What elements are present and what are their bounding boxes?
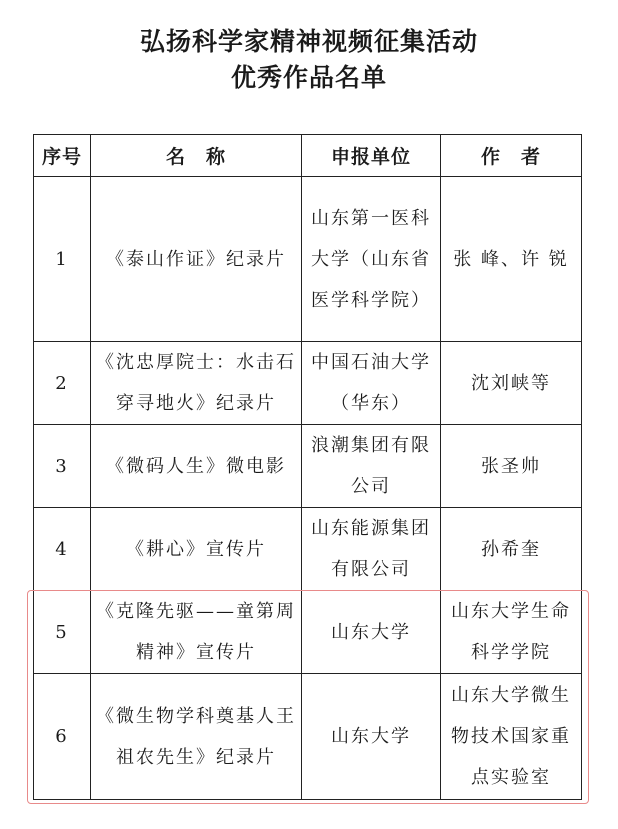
row-name: 《沈忠厚院士：水击石穿寻地火》纪录片: [91, 342, 302, 425]
table-header-row: [34, 135, 582, 177]
row-unit: 山东大学: [302, 674, 441, 800]
row-name: 《微生物学科奠基人王祖农先生》纪录片: [91, 674, 302, 800]
row-index: 2: [34, 342, 91, 425]
header-unit: 申报单位: [302, 135, 441, 177]
header-name: 名 称: [91, 135, 302, 177]
row-index: 3: [34, 425, 91, 508]
table-row: [34, 177, 582, 342]
table-row: [34, 674, 582, 800]
row-author: 张 峰、许 锐: [441, 177, 582, 342]
works-table: [33, 134, 582, 800]
row-author: 孙希奎: [441, 508, 582, 591]
row-author: 山东大学微生物技术国家重点实验室: [441, 674, 582, 800]
row-index: 6: [34, 674, 91, 800]
table-row: [34, 508, 582, 591]
row-name: 《泰山作证》纪录片: [91, 177, 302, 342]
header-index: 序号: [34, 135, 91, 177]
row-author: 山东大学生命科学学院: [441, 591, 582, 674]
table-row: [34, 425, 582, 508]
header-author: 作 者: [441, 135, 582, 177]
document-subtitle: 优秀作品名单: [230, 63, 387, 92]
table-row: [34, 591, 582, 674]
row-unit: 浪潮集团有限公司: [302, 425, 441, 508]
row-unit: 中国石油大学（华东）: [302, 342, 441, 425]
row-author: 沈刘峡等: [441, 342, 582, 425]
row-unit: 山东能源集团有限公司: [302, 508, 441, 591]
row-author: 张圣帅: [441, 425, 582, 508]
row-index: 5: [34, 591, 91, 674]
row-index: 1: [34, 177, 91, 342]
table-row: [34, 342, 582, 425]
row-index: 4: [34, 508, 91, 591]
row-unit: 山东大学: [302, 591, 441, 674]
row-unit: 山东第一医科大学（山东省医学科学院）: [302, 177, 441, 342]
document-title: 弘扬科学家精神视频征集活动: [139, 27, 478, 56]
row-name: 《克隆先驱——童第周精神》宣传片: [91, 591, 302, 674]
row-name: 《微码人生》微电影: [91, 425, 302, 508]
row-name: 《耕心》宣传片: [91, 508, 302, 591]
